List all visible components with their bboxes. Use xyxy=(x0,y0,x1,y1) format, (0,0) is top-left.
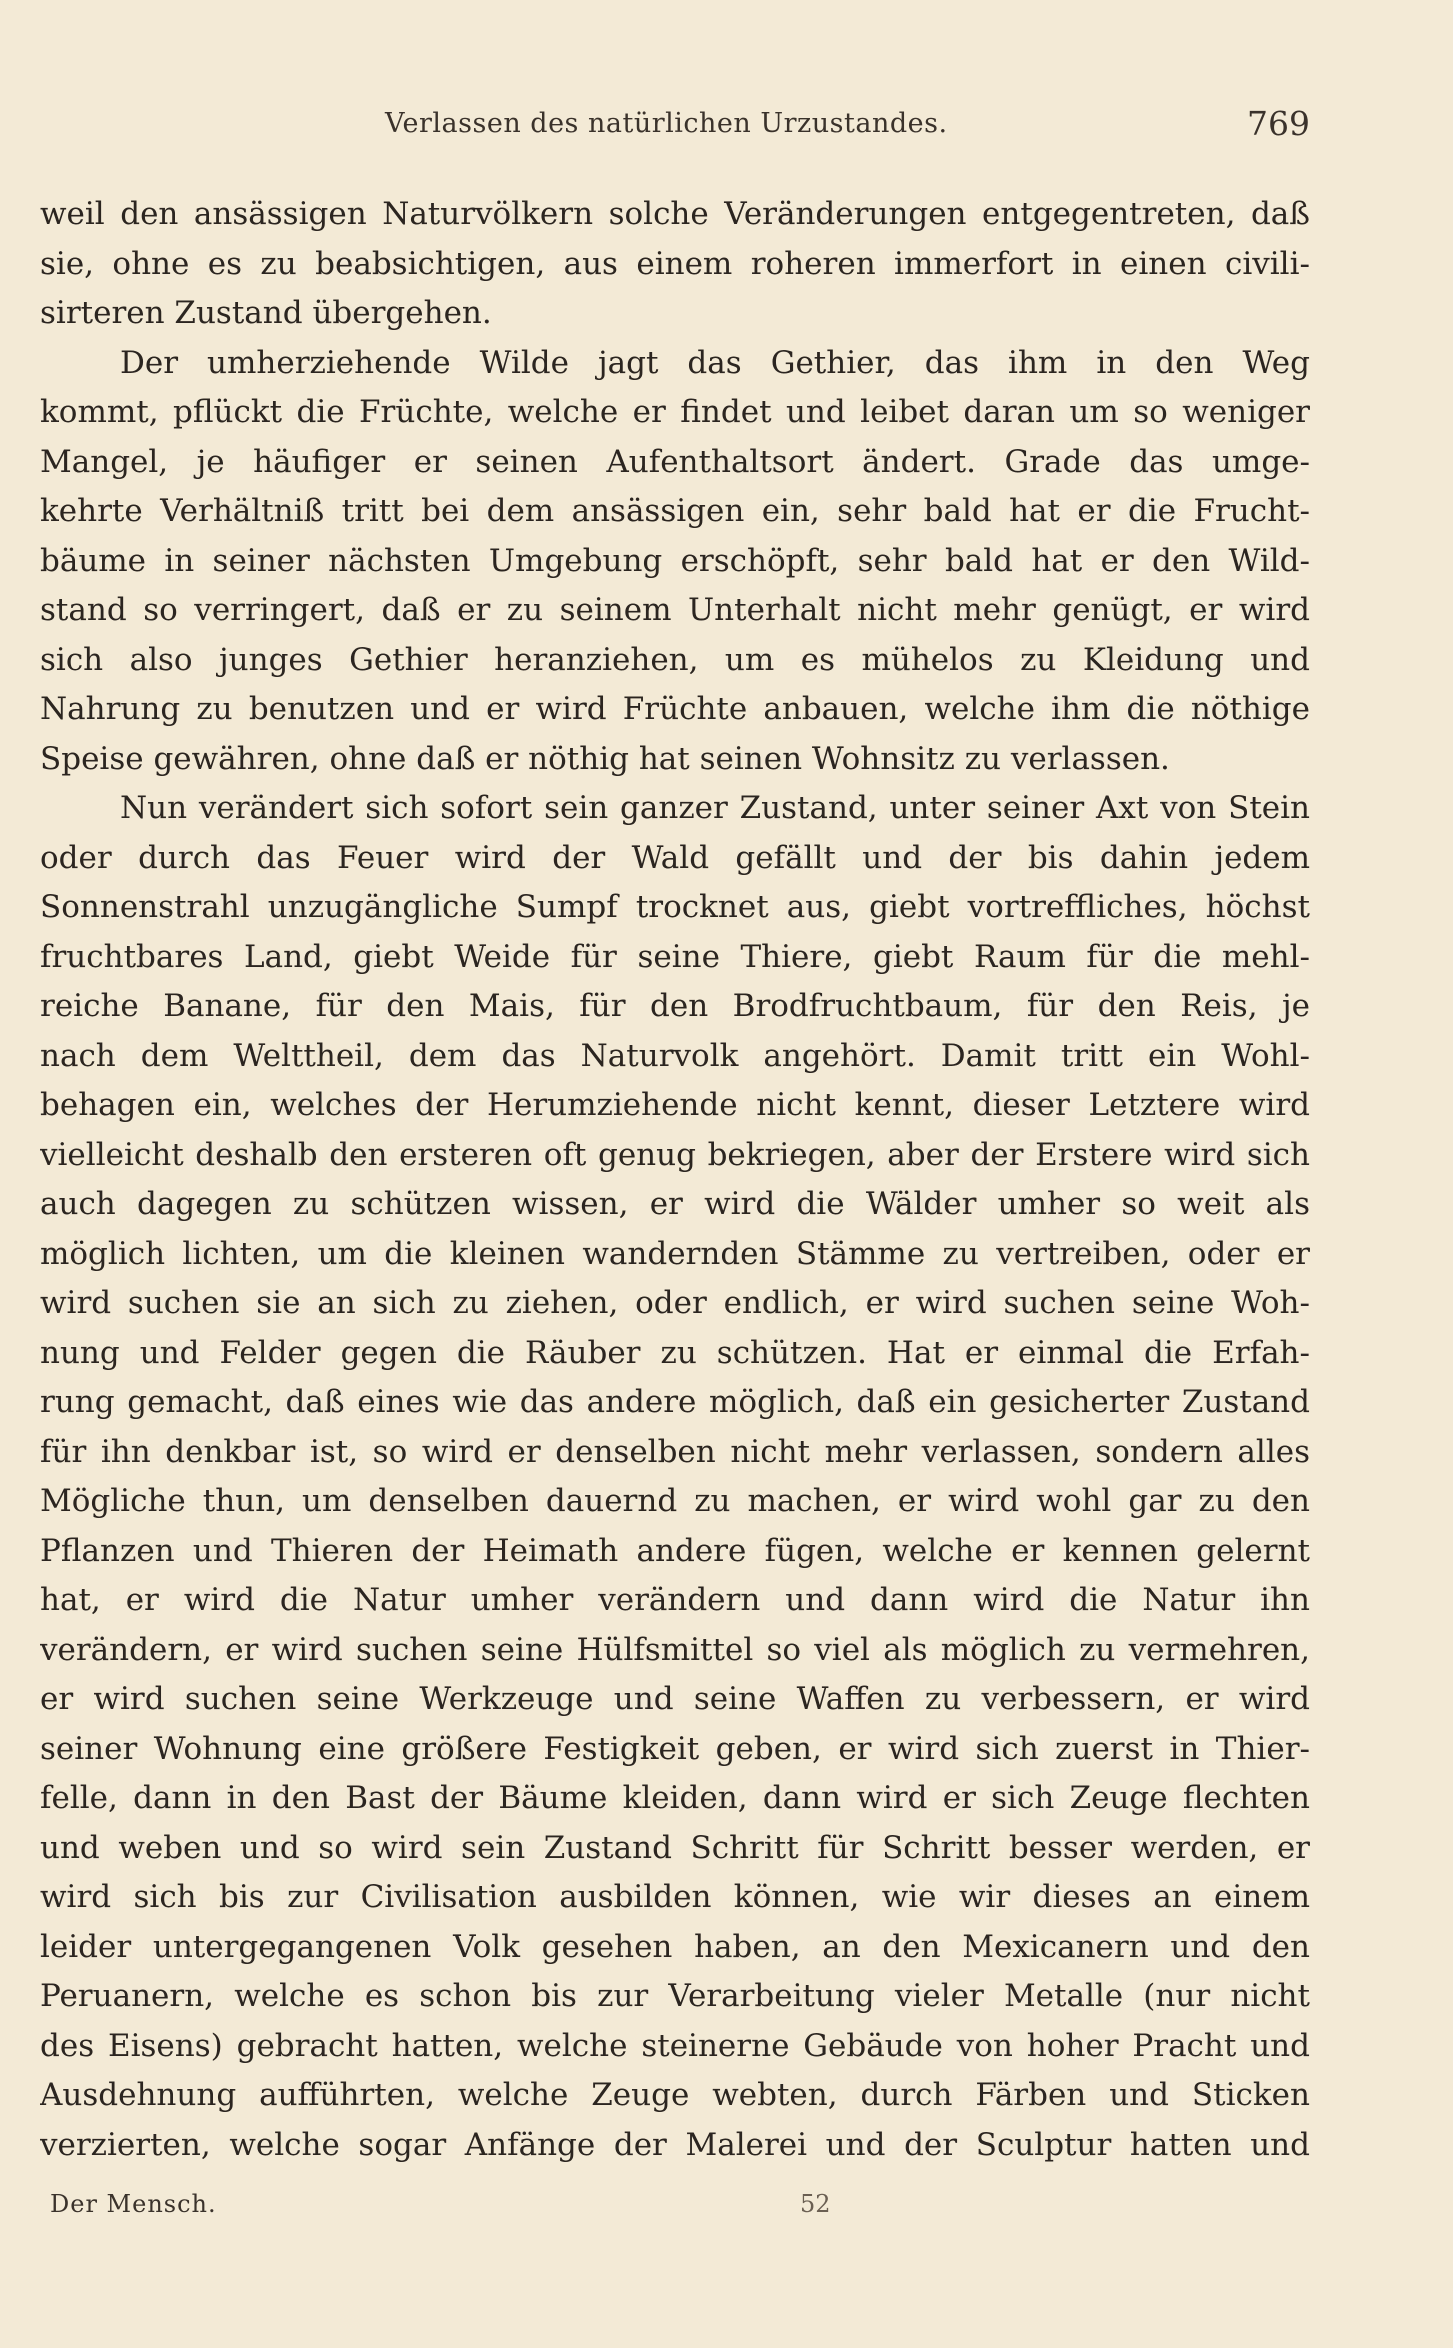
text-line: Nun verändert sich sofort sein ganzer Zustand, unter seiner Axt von Stein xyxy=(120,790,1310,826)
text-line: felle, dann in den Bast der Bäume kleiden, dann wird er sich Zeuge flechten xyxy=(40,1780,1310,1816)
text-line: nung und Felder gegen die Räuber zu schützen. Hat er einmal die Erfah- xyxy=(40,1334,1310,1371)
text-line: sich also junges Gethier heranziehen, um es mühelos zu Kleidung und xyxy=(40,641,1310,678)
text-line: rung gemacht, daß eines wie das andere möglich, daß ein gesicherter Zustand xyxy=(40,1384,1310,1420)
page-header xyxy=(40,104,1310,148)
sheet-number: 52 xyxy=(800,2190,831,2218)
text-line: Speise gewähren, ohne daß er nöthig hat seinen Wohnsitz zu verlassen. xyxy=(40,740,1170,777)
text-line: kommt, pflückt die Früchte, welche er findet und leibet daran um so weniger xyxy=(40,394,1310,430)
text-line: leider untergegangenen Volk gesehen haben, an den Mexicanern und den xyxy=(40,1928,1310,1965)
page-footer xyxy=(40,2190,1310,2230)
text-line: seiner Wohnung eine größere Festigkeit geben, er wird sich zuerst in Thier- xyxy=(40,1730,1310,1767)
text-line: des Eisens) gebracht hatten, welche steinerne Gebäude von hoher Pracht und xyxy=(40,2027,1310,2064)
signature-mark: Der Mensch. xyxy=(50,2190,217,2218)
text-line: Mangel, je häufiger er seinen Aufenthaltsort ändert. Grade das umge- xyxy=(40,443,1310,480)
text-line: oder durch das Feuer wird der Wald gefällt und der bis dahin jedem xyxy=(40,839,1310,876)
text-line: weil den ansässigen Naturvölkern solche Veränderungen entgegentreten, daß xyxy=(40,196,1310,232)
page-number: 769 xyxy=(1247,104,1310,143)
text-line: Nahrung zu benutzen und er wird Früchte anbauen, welche ihm die nöthige xyxy=(40,691,1310,727)
text-line: Peruanern, welche es schon bis zur Verarbeitung vieler Metalle (nur nicht xyxy=(40,1978,1310,2014)
text-line: und weben und so wird sein Zustand Schritt für Schritt besser werden, er xyxy=(40,1829,1310,1866)
text-line: sie, ohne es zu beabsichtigen, aus einem roheren immerfort in einen civili- xyxy=(40,245,1310,282)
text-line: vielleicht deshalb den ersteren oft genug bekriegen, aber der Erstere wird sich xyxy=(40,1136,1310,1173)
body-text xyxy=(40,190,1310,2170)
text-line: wird suchen sie an sich zu ziehen, oder endlich, er wird suchen seine Woh- xyxy=(40,1285,1310,1321)
text-line: Pflanzen und Thieren der Heimath andere fügen, welche er kennen gelernt xyxy=(40,1532,1310,1569)
text-line: hat, er wird die Natur umher verändern und dann wird die Natur ihn xyxy=(40,1582,1310,1618)
text-line: fruchtbares Land, giebt Weide für seine Thiere, giebt Raum für die mehl- xyxy=(40,938,1310,975)
running-title: Verlassen des natürlichen Urzustandes. xyxy=(385,108,948,139)
text-line: Mögliche thun, um denselben dauernd zu machen, er wird wohl gar zu den xyxy=(40,1483,1310,1519)
text-line: bäume in seiner nächsten Umgebung erschöpft, sehr bald hat er den Wild- xyxy=(40,542,1310,579)
text-line: Sonnenstrahl unzugängliche Sumpf trocknet aus, giebt vortreffliches, höchst xyxy=(40,889,1310,925)
text-line: kehrte Verhältniß tritt bei dem ansässigen ein, sehr bald hat er die Frucht- xyxy=(40,493,1310,529)
text-line: er wird suchen seine Werkzeuge und seine Waffen zu verbessern, er wird xyxy=(40,1681,1310,1717)
text-line: Der umherziehende Wilde jagt das Gethier, das ihm in den Weg xyxy=(120,344,1310,381)
text-line: möglich lichten, um die kleinen wandernden Stämme zu vertreiben, oder er xyxy=(40,1235,1310,1272)
text-line: auch dagegen zu schützen wissen, er wird die Wälder umher so weit als xyxy=(40,1186,1310,1222)
text-line: behagen ein, welches der Herumziehende nicht kennt, dieser Letztere wird xyxy=(40,1087,1310,1123)
text-line: nach dem Welttheil, dem das Naturvolk angehört. Damit tritt ein Wohl- xyxy=(40,1037,1310,1074)
text-line: reiche Banane, für den Mais, für den Brodfruchtbaum, für den Reis, je xyxy=(40,988,1310,1024)
text-line: Ausdehnung aufführten, welche Zeuge webten, durch Färben und Sticken xyxy=(40,2077,1310,2113)
text-line: verzierten, welche sogar Anfänge der Malerei und der Sculptur hatten und xyxy=(40,2126,1310,2163)
text-line: stand so verringert, daß er zu seinem Unterhalt nicht mehr genügt, er wird xyxy=(40,592,1310,628)
text-line: verändern, er wird suchen seine Hülfsmittel so viel als möglich zu vermehren, xyxy=(40,1631,1310,1668)
text-line: wird sich bis zur Civilisation ausbilden können, wie wir dieses an einem xyxy=(40,1879,1310,1915)
text-line: für ihn denkbar ist, so wird er denselben nicht mehr verlassen, sondern alles xyxy=(40,1433,1310,1470)
text-line: sirteren Zustand übergehen. xyxy=(40,295,492,331)
